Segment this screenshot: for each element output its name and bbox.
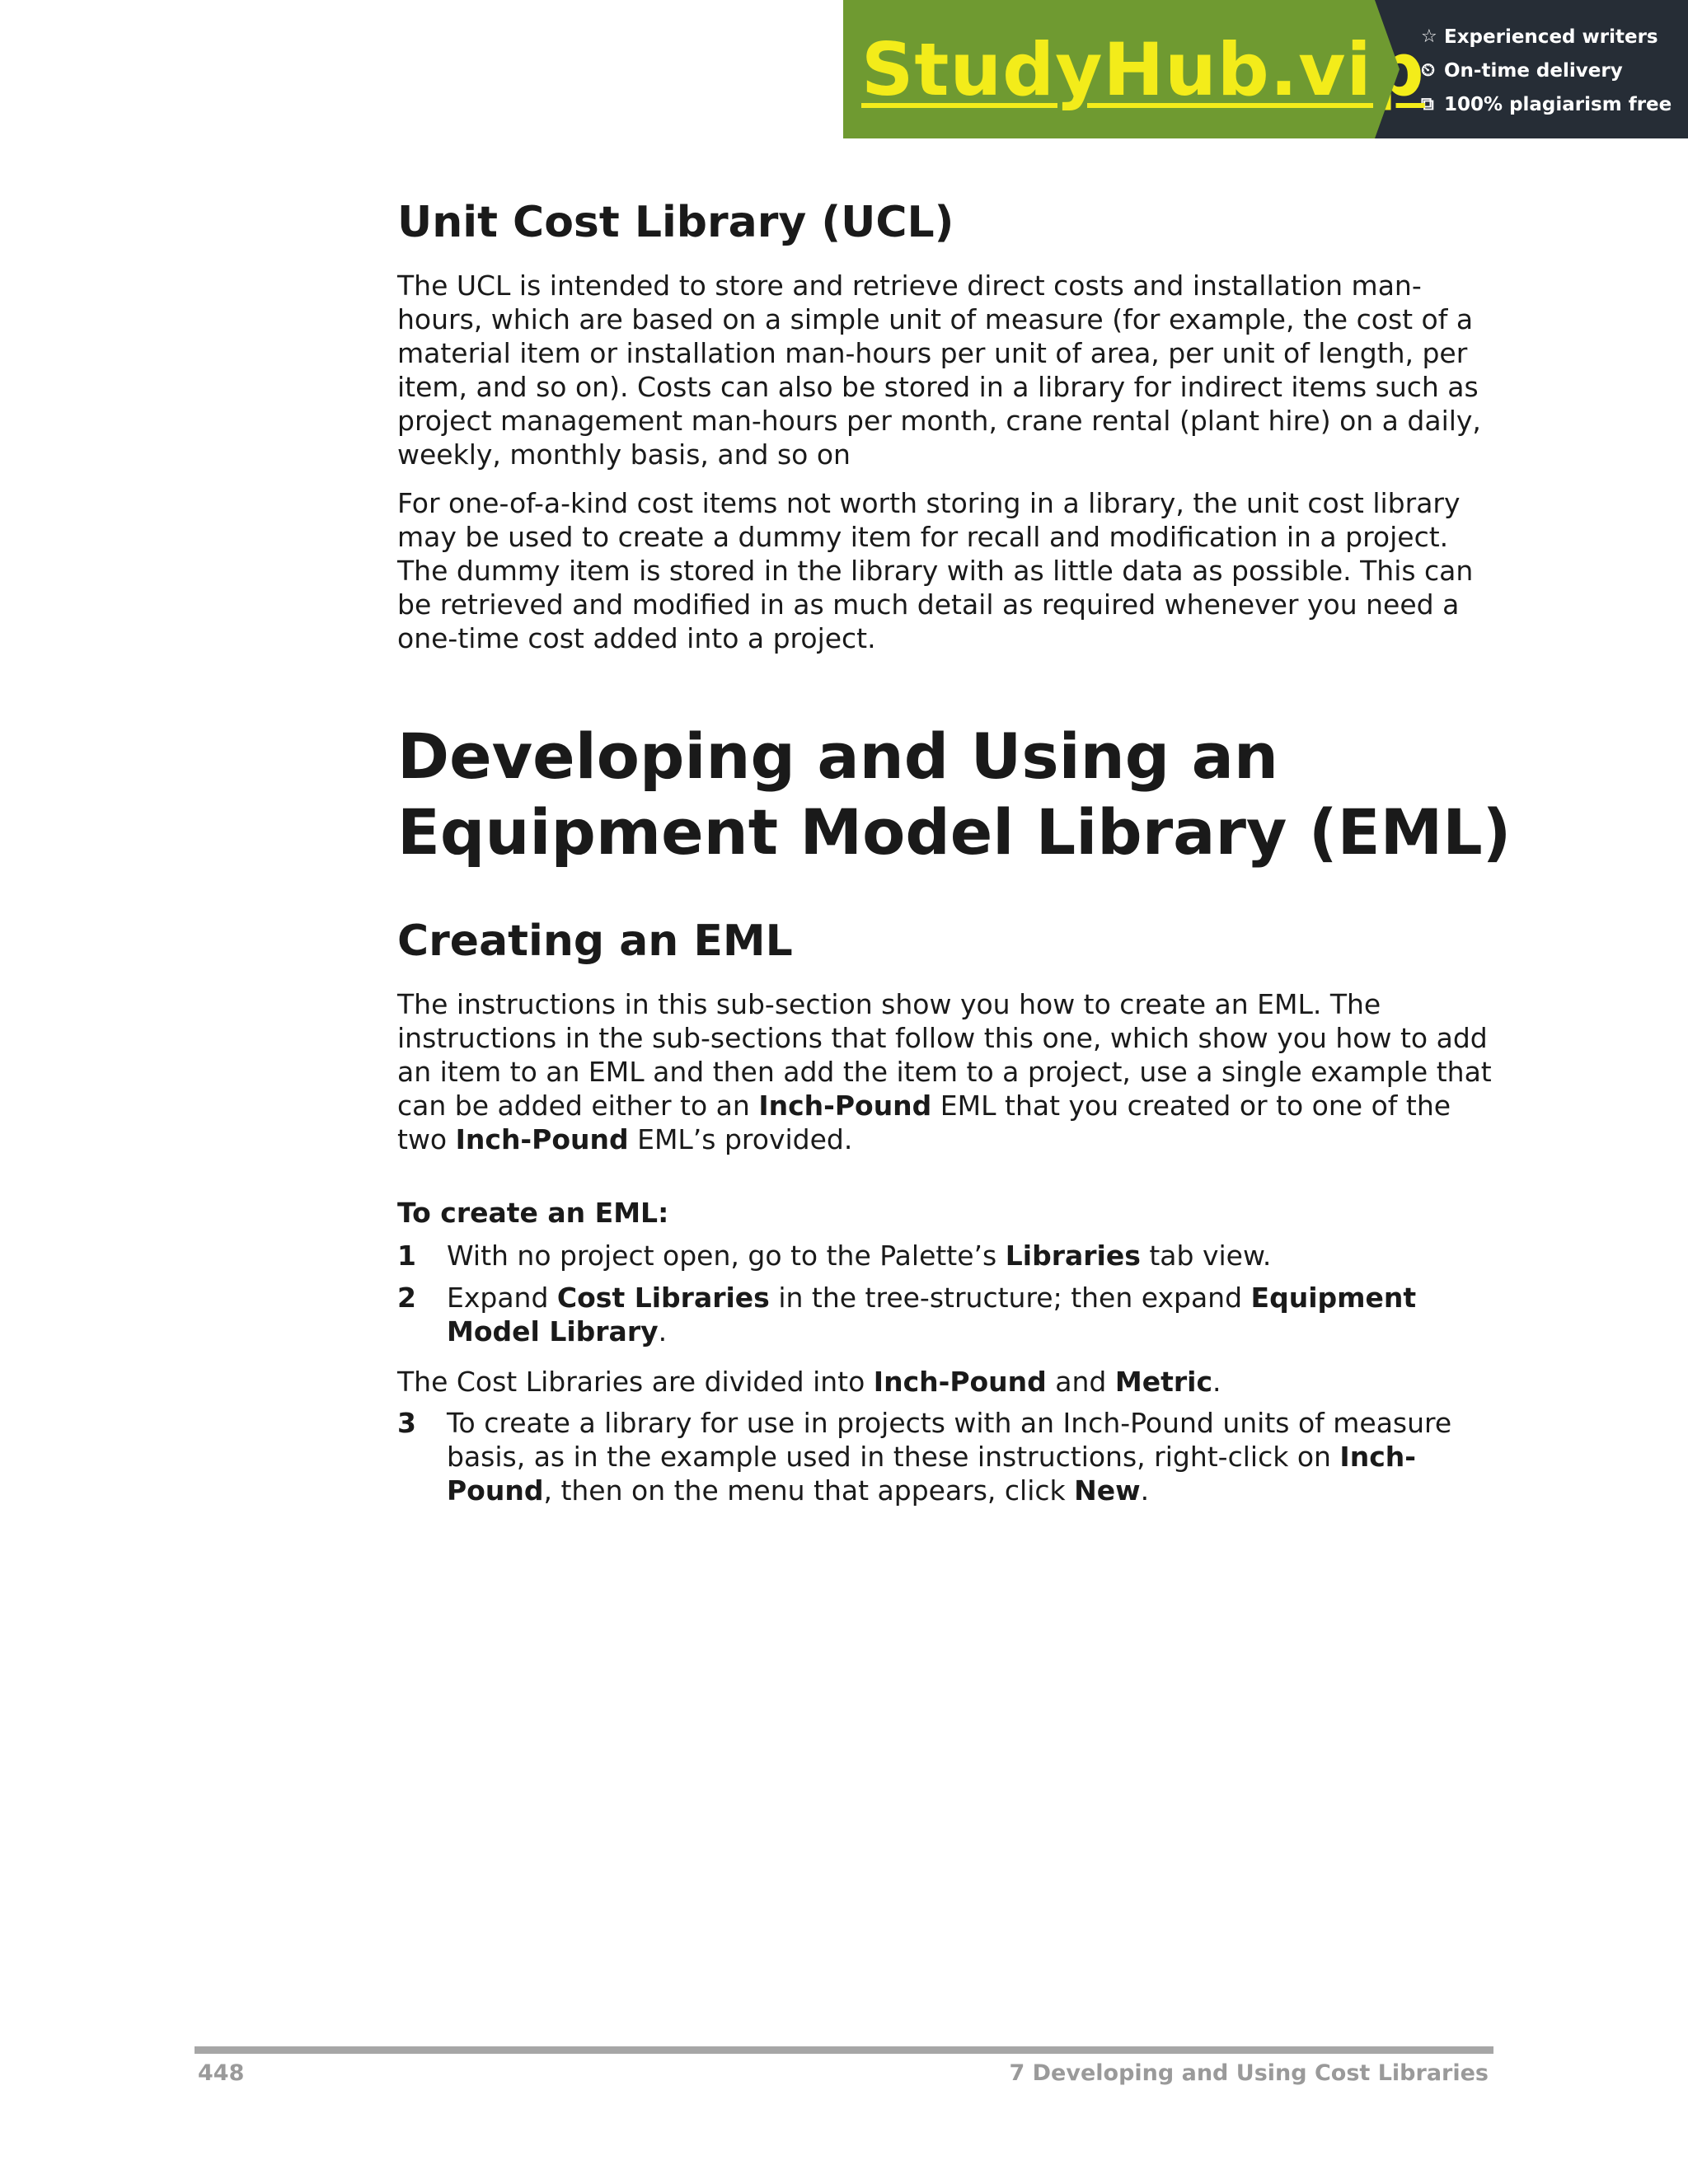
eml-intro-paragraph: The instructions in this sub-section show you how to create an EML. The instructions in the sub-sections that follow this one, which show you how to add an item to an EML and then add the item to a project, use a single example that can be added either to an Inch-Pound EML that you created or to one of the two Inch-Pound EML’s provided. (397, 988, 1492, 1155)
feature-label: Experienced writers (1444, 26, 1658, 48)
ucl-paragraph-1: The UCL is intended to store and retrieve direct costs and installation man-hours, which are based on a simple unit of measure (for example, the cost of a material item or installation man-hours per unit of area, per unit of length, per item, and so on). Costs can also be stored in a library for indirect items such as project management man-hours per month, crane rental (plant hire) on a daily, weekly, monthly basis, and so on (397, 269, 1481, 471)
step-text: Expand Cost Libraries in the tree-structure; then expand Equipment Model Library. (447, 1282, 1417, 1347)
page-number: 448 (198, 2060, 245, 2086)
feature-plagiarism-free (1421, 87, 1688, 121)
chapter-title (397, 719, 1511, 870)
ucl-section-title: Unit Cost Library (UCL) (397, 198, 954, 247)
studyhub-banner[interactable] (843, 0, 1688, 138)
star-outline-icon: ☆ (1421, 26, 1437, 47)
feature-label: On-time delivery (1444, 59, 1623, 82)
procedure-title: To create an EML: (397, 1197, 669, 1229)
clock-icon: ⏲ (1421, 60, 1436, 81)
step-text: To create a library for use in projects with an Inch-Pound units of measure basis, as in the example used in these instructions, right-click on Inch-Pound, then on the menu that appears, click New. (447, 1407, 1452, 1507)
step-number: 1 (397, 1240, 416, 1272)
procedure-step-3 (397, 1406, 1493, 1507)
feature-label: 100% plagiarism free (1444, 93, 1672, 115)
studyhub-logo: StudyHub.vip (861, 26, 1425, 112)
footer-divider (195, 2046, 1493, 2054)
chapter-title-line-2: Equipment Model Library (EML) (397, 795, 1512, 869)
feature-on-time-delivery (1421, 54, 1688, 87)
ucl-paragraph-2: For one-of-a-kind cost items not worth storing in a library, the unit cost library may be used to create a dummy item for recall and modification in a project. The dummy item is stored in the library with as little data as possible. This can be retrieved and modified in as much detail as required whenever you need a one-time cost added into a project. (397, 487, 1474, 654)
copy-check-icon: ⧉ (1421, 94, 1434, 115)
step-number: 3 (397, 1407, 416, 1439)
eml-section-title: Creating an EML (397, 916, 793, 966)
footer-chapter-label: 7 Developing and Using Cost Libraries (1009, 2060, 1489, 2086)
step-text: With no project open, go to the Palette’s Libraries tab view. (447, 1240, 1272, 1272)
procedure-step-2 (397, 1281, 1493, 1348)
banner-brand-area (843, 0, 1425, 138)
feature-experienced-writers (1421, 20, 1688, 54)
step-number: 2 (397, 1282, 416, 1314)
chapter-title-line-1: Developing and Using an (397, 719, 1279, 793)
cost-libraries-note: The Cost Libraries are divided into Inch-Pound and Metric. (397, 1366, 1221, 1398)
procedure-step-1 (397, 1239, 1493, 1272)
